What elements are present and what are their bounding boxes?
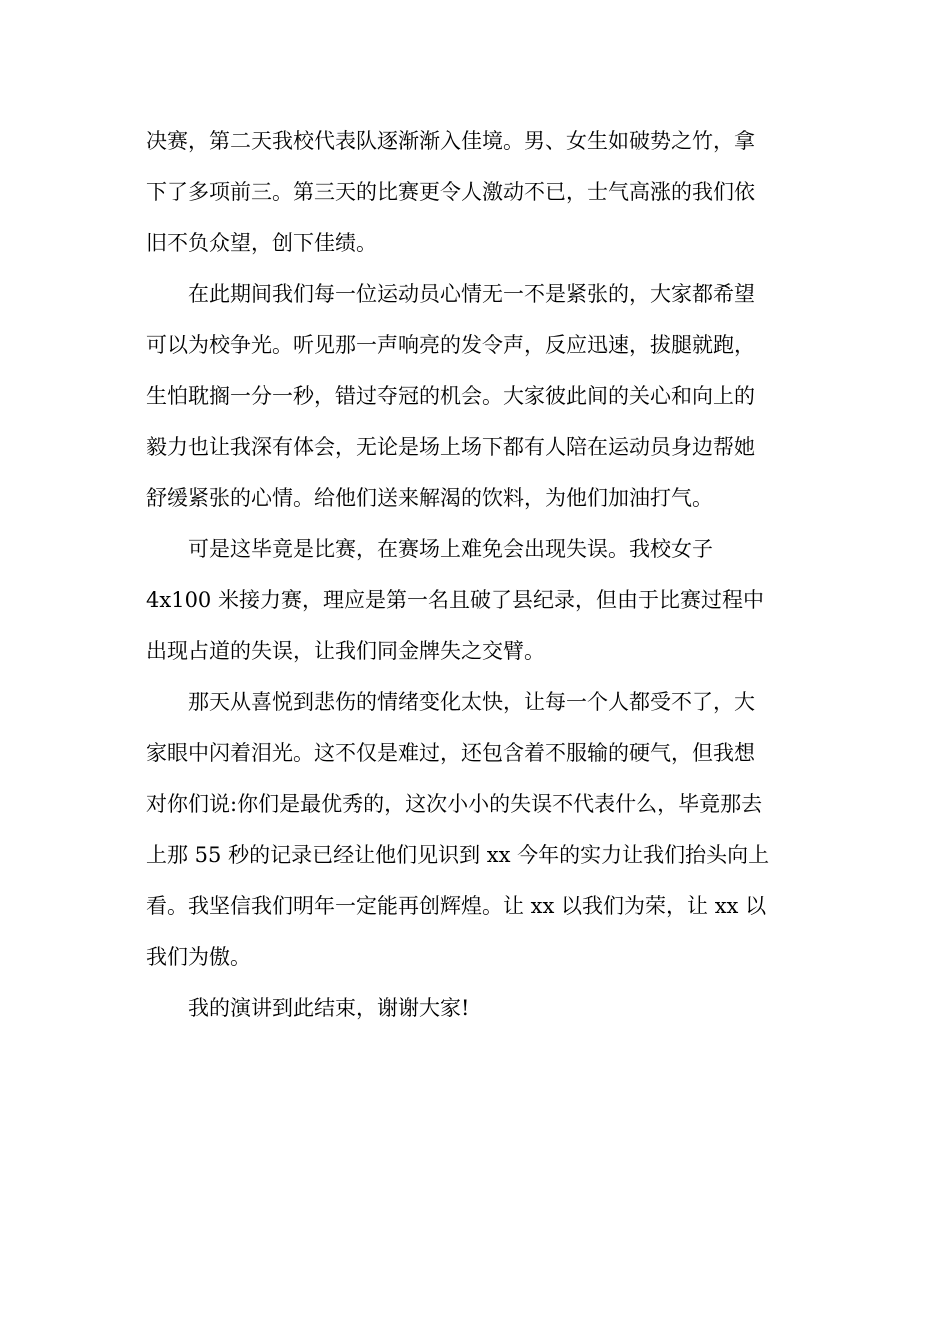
paragraph-5	[146, 983, 806, 1034]
paragraph-1	[146, 116, 806, 269]
paragraph-line: 4x100 米接力赛，理应是第一名且破了县纪录，但由于比赛过程中	[146, 588, 764, 612]
paragraph-line: 可是这毕竟是比赛，在赛场上难免会出现失误。我校女子	[188, 537, 713, 561]
paragraph-line: 对你们说:你们是最优秀的，这次小小的失误不代表什么，毕竟那去	[146, 792, 763, 816]
paragraph-line: 毅力也让我深有体会，无论是场上场下都有人陪在运动员身边帮她	[146, 435, 755, 459]
document-body	[146, 116, 806, 1034]
paragraph-line: 在此期间我们每一位运动员心情无一不是紧张的，大家都希望	[188, 282, 755, 306]
paragraph-line: 旧不负众望，创下佳绩。	[146, 231, 377, 255]
paragraph-line: 可以为校争光。听见那一声响亮的发令声，反应迅速，拔腿就跑，	[146, 333, 755, 357]
paragraph-3	[146, 524, 806, 677]
paragraph-line: 家眼中闪着泪光。这不仅是难过，还包含着不服输的硬气，但我想	[146, 741, 755, 765]
paragraph-line: 我们为傲。	[146, 945, 251, 969]
paragraph-line: 我的演讲到此结束，谢谢大家!	[188, 996, 470, 1020]
paragraph-2	[146, 269, 806, 524]
paragraph-line: 舒缓紧张的心情。给他们送来解渴的饮料，为他们加油打气。	[146, 486, 713, 510]
paragraph-line: 出现占道的失误，让我们同金牌失之交臂。	[146, 639, 545, 663]
paragraph-line: 下了多项前三。第三天的比赛更令人激动不已，士气高涨的我们依	[146, 180, 755, 204]
paragraph-line: 决赛，第二天我校代表队逐渐渐入佳境。男、女生如破势之竹，拿	[146, 129, 755, 153]
paragraph-line: 看。我坚信我们明年一定能再创辉煌。让 xx 以我们为荣，让 xx 以	[146, 894, 767, 918]
paragraph-line: 上那 55 秒的记录已经让他们见识到 xx 今年的实力让我们抬头向上	[146, 843, 770, 867]
paragraph-line: 生怕耽搁一分一秒，错过夺冠的机会。大家彼此间的关心和向上的	[146, 384, 755, 408]
paragraph-4	[146, 677, 806, 983]
paragraph-line: 那天从喜悦到悲伤的情绪变化太快，让每一个人都受不了，大	[188, 690, 755, 714]
